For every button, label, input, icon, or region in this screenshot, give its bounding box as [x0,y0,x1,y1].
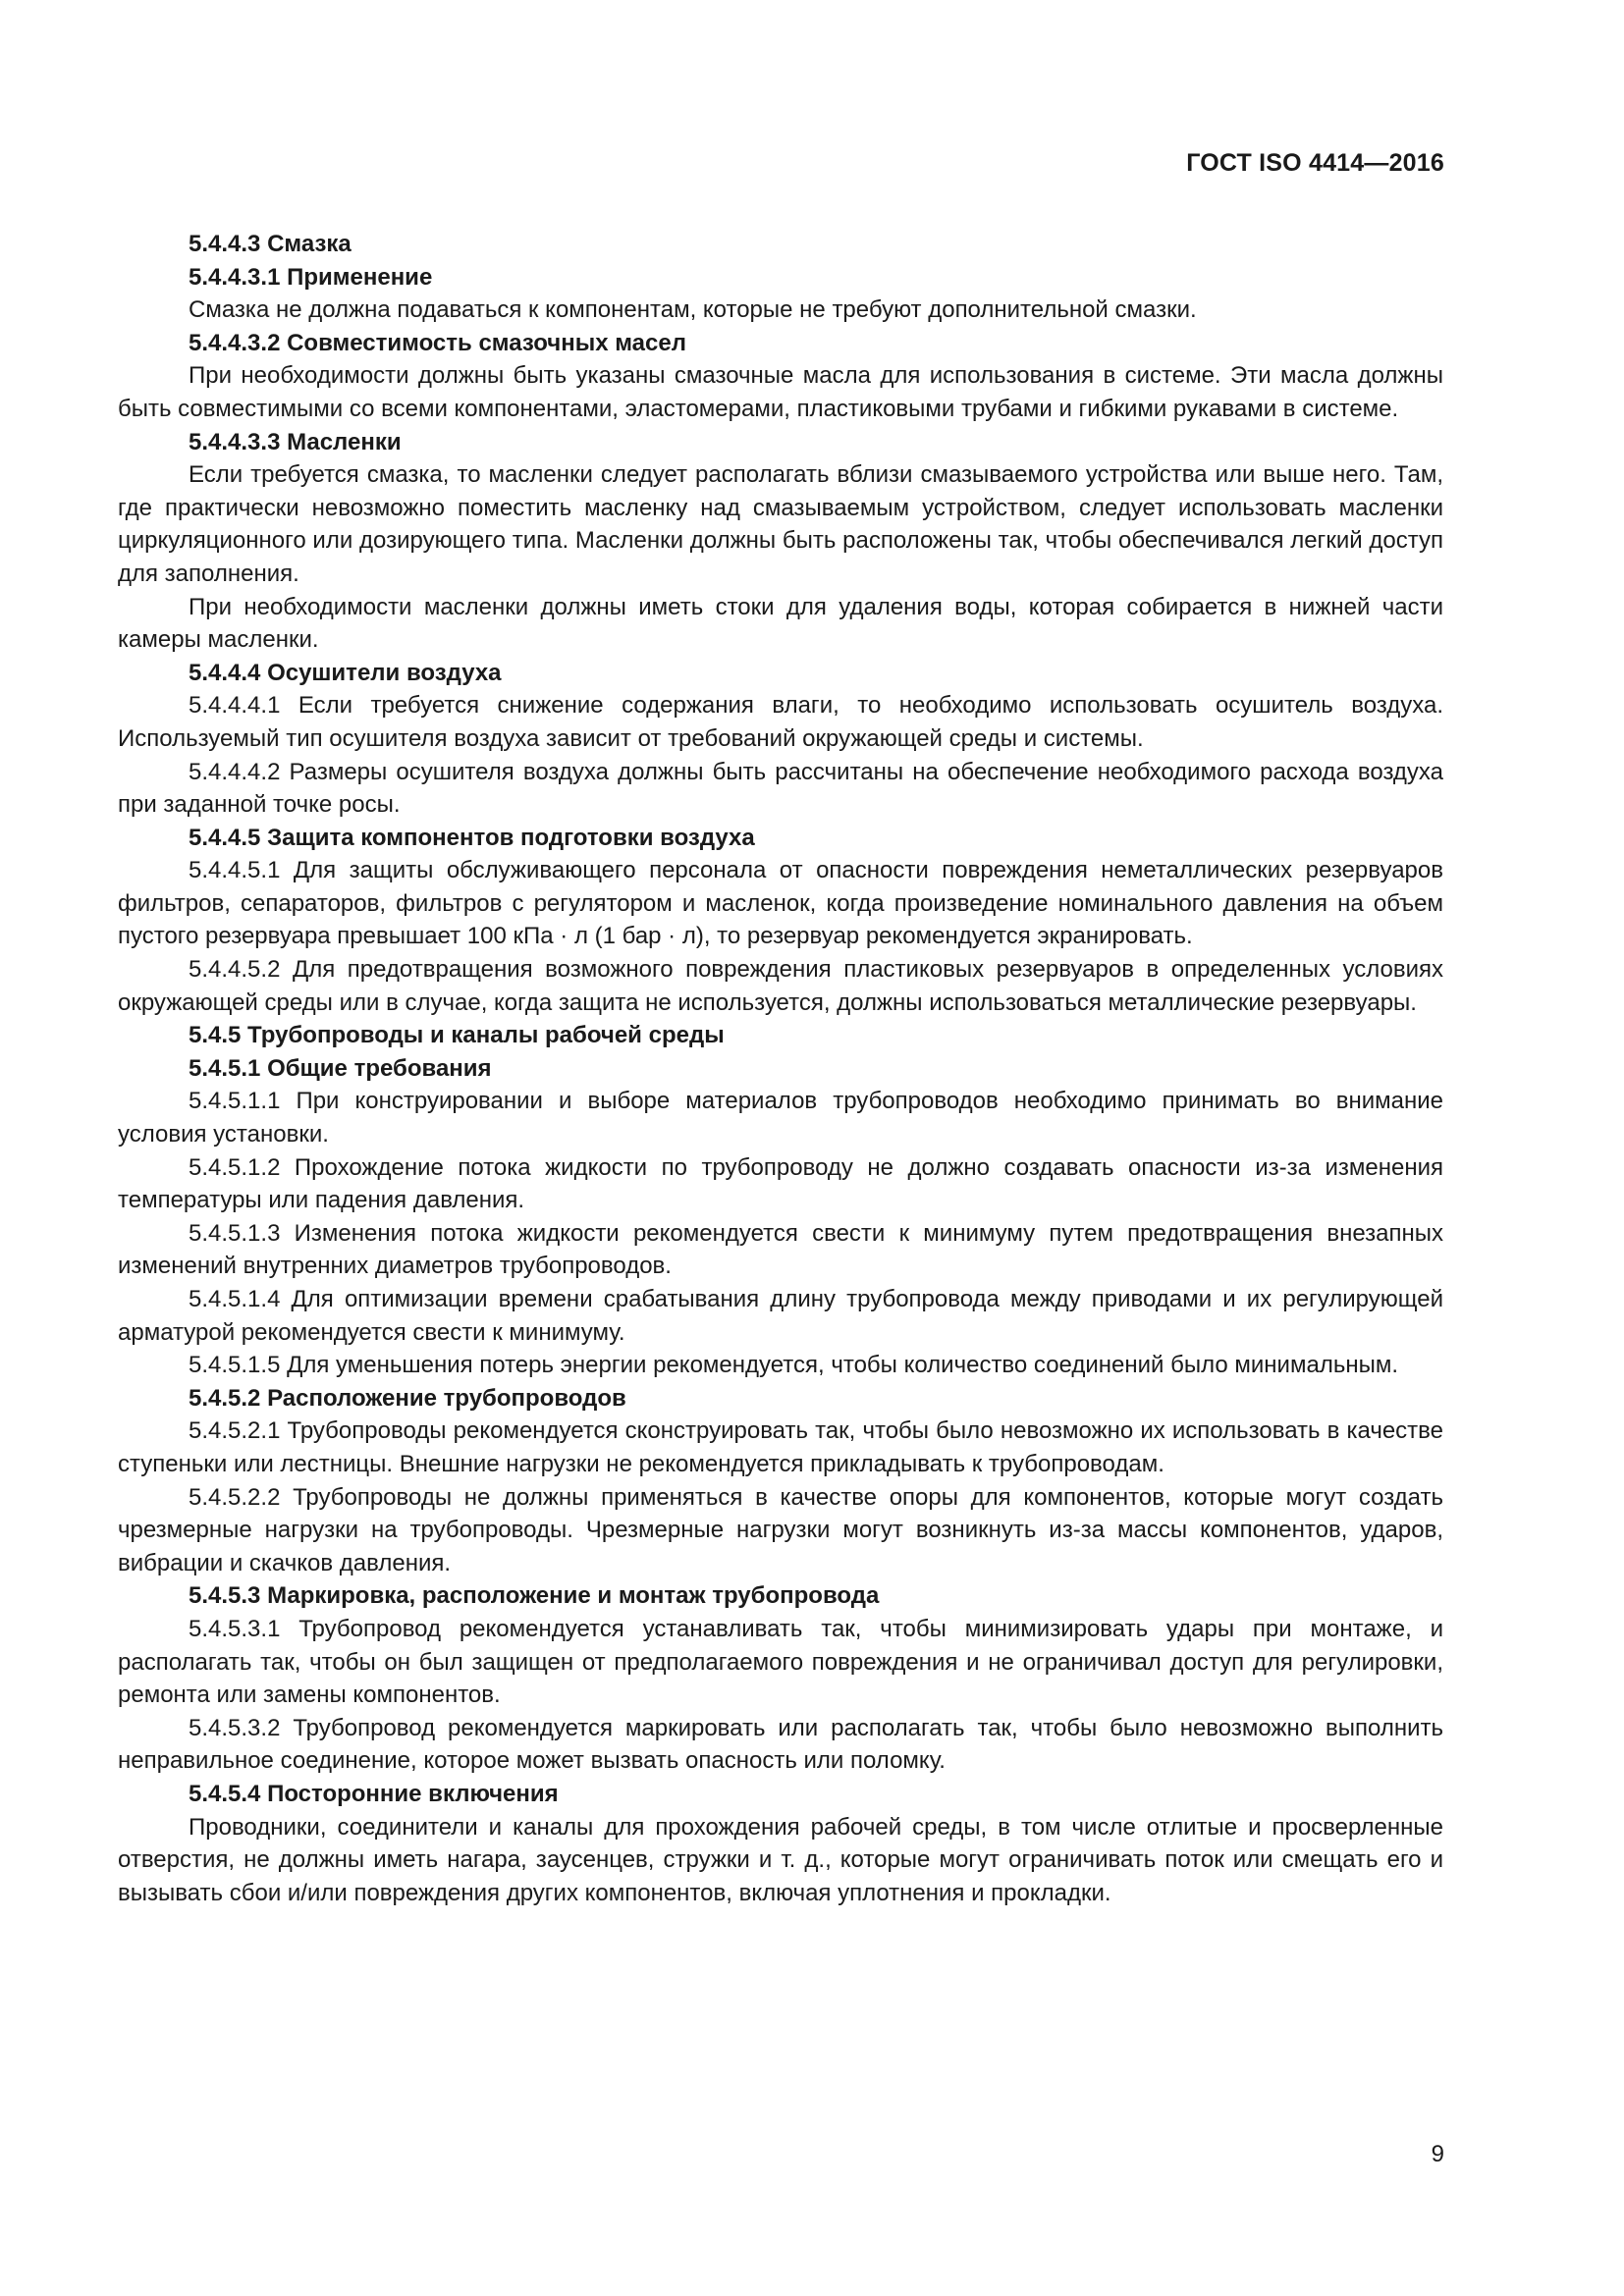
body-paragraph: 5.4.5.3.1 Трубопровод рекомендуется устанавливать так, чтобы минимизировать удары при монтаже, и располагать так, чтобы он был защищен от предполагаемого повреждения и не ограничивал доступ для регулировки, ремонта или замены компонентов. [118,1615,1443,1709]
section-heading: 5.4.4.4 Осушители воздуха [189,659,502,686]
body-paragraph: 5.4.4.4.2 Размеры осушителя воздуха должны быть рассчитаны на обеспечение необходимого расхода воздуха при заданной точке росы. [118,758,1443,819]
body-paragraph: 5.4.4.4.1 Если требуется снижение содержания влаги, то необходимо использовать осушитель воздуха. Используемый тип осушителя воздуха зависит от требований окружающей среды и системы. [118,692,1443,752]
body-paragraph: Если требуется смазка, то масленки следует располагать вблизи смазываемого устройства или выше него. Там, где практически невозможно поместить масленку над смазываемым устройством, следует использовать масленки циркуляционного или дозирующего типа. Масленки должны быть расположены так, чтобы обеспечивался легкий доступ для заполнения. [118,461,1443,587]
body-paragraph: 5.4.5.1.3 Изменения потока жидкости рекомендуется свести к минимуму путем предотвращения внезапных изменений внутренних диаметров трубопроводов. [118,1219,1443,1280]
section-heading: 5.4.4.3.1 Применение [189,263,433,291]
section-heading: 5.4.5.3 Маркировка, расположение и монтаж трубопровода [189,1582,880,1610]
body-paragraph: 5.4.5.1.5 Для уменьшения потерь энергии рекомендуется, чтобы количество соединений было минимальным. [189,1352,1398,1379]
section-heading: 5.4.5.4 Посторонние включения [189,1780,559,1807]
body-paragraph: 5.4.5.1.4 Для оптимизации времени срабатывания длину трубопровода между приводами и их регулирующей арматурой рекомендуется свести к минимуму. [118,1286,1443,1346]
body-paragraph: 5.4.4.5.1 Для защиты обслуживающего персонала от опасности повреждения неметаллических резервуаров фильтров, сепараторов, фильтров с регулятором и масленок, когда произведение номинального давления на объем пустого резервуара превышает 100 кПа · л (1 бар · л), то резервуар рекомендуется экранировать. [118,857,1443,950]
section-heading: 5.4.5.1 Общие требования [189,1054,492,1082]
body-paragraph: 5.4.5.2.2 Трубопроводы не должны применяться в качестве опоры для компонентов, которые могут создать чрезмерные нагрузки на трубопроводы. Чрезмерные нагрузки могут возникнуть из-за массы компонентов, ударов, вибрации и скачков давления. [118,1483,1443,1576]
body-paragraph: При необходимости масленки должны иметь стоки для удаления воды, которая собирается в нижней части камеры масленки. [118,593,1443,654]
body-paragraph: 5.4.4.5.2 Для предотвращения возможного повреждения пластиковых резервуаров в определенных условиях окружающей среды или в случае, когда защита не используется, должны использоваться металлические резервуары. [118,956,1443,1016]
page-number: 9 [1431,2141,1444,2167]
section-heading: 5.4.5.2 Расположение трубопроводов [189,1384,626,1412]
body-paragraph: 5.4.5.3.2 Трубопровод рекомендуется маркировать или располагать так, чтобы было невозможно выполнить неправильное соединение, которое может вызвать опасность или поломку. [118,1714,1443,1775]
body-paragraph: 5.4.5.1.1 При конструировании и выборе материалов трубопроводов необходимо принимать во внимание условия установки. [118,1088,1443,1148]
body-paragraph: Проводники, соединители и каналы для прохождения рабочей среды, в том числе отлитые и просверленные отверстия, не должны иметь нагара, заусенцев, стружки и т. д., которые могут ограничивать поток или смещать его и вызывать сбои и/или повреждения других компонентов, включая уплотнения и прокладки. [118,1813,1443,1906]
body-paragraph: При необходимости должны быть указаны смазочные масла для использования в системе. Эти масла должны быть совместимыми со всеми компонентами, эластомерами, пластиковыми трубами и гибкими рукавами в системе. [118,362,1443,422]
section-heading: 5.4.5 Трубопроводы и каналы рабочей среды [189,1022,725,1049]
body-paragraph: 5.4.5.1.2 Прохождение потока жидкости по трубопроводу не должно создавать опасности из-за изменения температуры или падения давления. [118,1153,1443,1214]
body-paragraph: 5.4.5.2.1 Трубопроводы рекомендуется сконструировать так, чтобы было невозможно их использовать в качестве ступеньки или лестницы. Внешние нагрузки не рекомендуется прикладывать к трубопроводам. [118,1417,1443,1477]
section-heading: 5.4.4.3.3 Масленки [189,428,402,455]
body-paragraph: Смазка не должна подаваться к компонентам, которые не требуют дополнительной смазки. [189,296,1197,324]
document-header-standard-code: ГОСТ ISO 4414—2016 [1186,149,1444,177]
section-heading: 5.4.4.5 Защита компонентов подготовки воздуха [189,824,755,851]
document-body [118,228,1443,1909]
section-heading: 5.4.4.3.2 Совместимость смазочных масел [189,329,686,356]
section-heading: 5.4.4.3 Смазка [189,231,352,257]
